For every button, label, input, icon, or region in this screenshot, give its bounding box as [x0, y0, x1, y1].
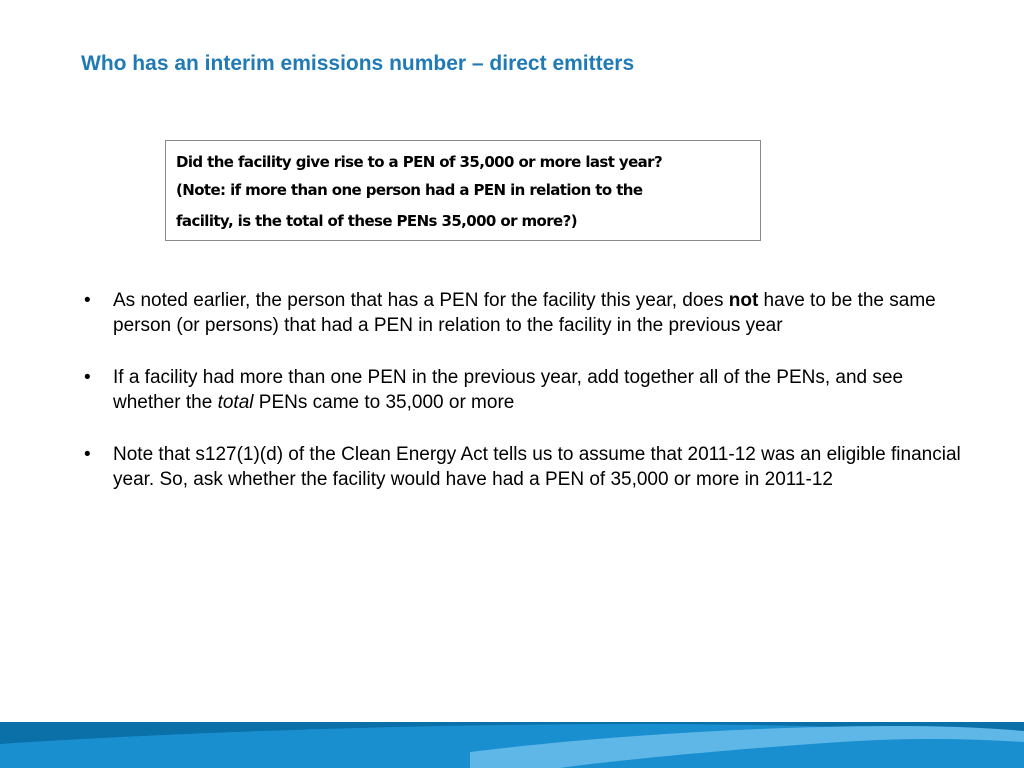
question-line: (Note: if more than one person had a PEN in relation to the: [176, 181, 643, 199]
bullet-text: [113, 290, 936, 336]
question-box: [165, 140, 761, 241]
bullet-list: [84, 288, 964, 519]
bullet-text-before: If a facility had more than one PEN in the previous year, add together all of the PENs, and see whether the: [113, 367, 904, 413]
bullet-marker: •: [84, 290, 91, 311]
bullet-emphasis: not: [728, 290, 759, 311]
bullet-text-after: PENs came to 35,000 or more: [253, 392, 515, 413]
bullet-item: [84, 365, 964, 415]
bullet-text-before: As noted earlier, the person that has a PEN for the facility this year, does: [113, 290, 729, 311]
bullet-text: [113, 367, 903, 413]
bullet-marker: •: [84, 367, 91, 388]
bullet-item: [84, 288, 964, 338]
bullet-emphasis: total: [217, 392, 254, 413]
question-line: Did the facility give rise to a PEN of 35,000 or more last year?: [176, 153, 663, 171]
footer-band: [0, 722, 1024, 768]
bullet-item: [84, 442, 964, 492]
slide-title: Who has an interim emissions number – direct emitters: [81, 52, 635, 75]
bullet-text-after: have to be the same person (or persons) that had a PEN in relation to the facility in the previous year: [113, 290, 936, 336]
question-line: facility, is the total of these PENs 35,000 or more?): [176, 212, 577, 230]
bullet-text: Note that s127(1)(d) of the Clean Energy Act tells us to assume that 2011-12 was an eligible financial year. So, ask whether the facility would have had a PEN of 35,000 or more in 2011-12: [113, 444, 961, 490]
bullet-marker: •: [84, 444, 91, 465]
